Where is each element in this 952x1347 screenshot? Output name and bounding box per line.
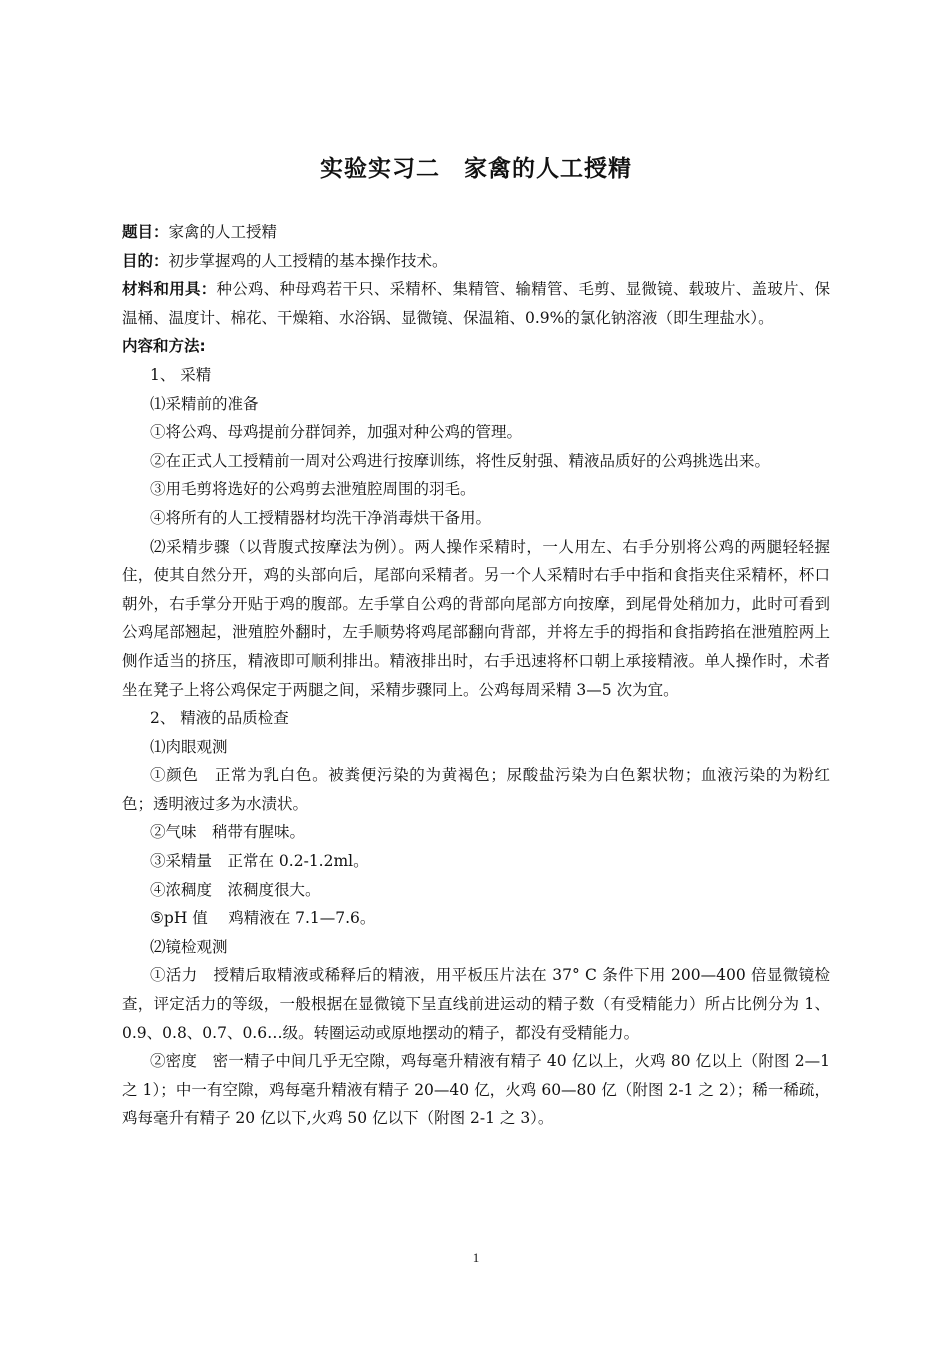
prep-step-4: ④将所有的人工授精器材均洗干净消毒烘干备用。 [150,508,492,527]
section-heading-collection: 1、 采精 [150,365,212,384]
materials-colon: ： [200,280,217,299]
visual-color: ①颜色 正常为乳白色。被粪便污染的为黄褐色；尿酸盐污染为白色絮状物；血液污染的为粉红色；透明液过多为水渍状。 [122,766,830,813]
subsection-microscope: ⑵镜检观测 [150,937,228,956]
document-body [122,218,830,1133]
methods-heading [122,332,830,361]
materials-line [122,275,830,332]
visual-odor: ②气味 稍带有腥味。 [150,823,306,842]
purpose-colon: ： [153,251,169,270]
subsection-preparation: ⑴采精前的准备 [150,394,259,413]
topic-text: 家禽的人工授精 [168,223,278,241]
collection-procedure: ⑵采精步骤（以背腹式按摩法为例）。两人操作采精时，一人用左、右手分别将公鸡的两腿轻轻握住，使其自然分开，鸡的头部向后，尾部向采精者。另一个人采精时右手中指和食指夹住采精杯，杯口朝外，右手掌分开贴于鸡的腹部。左手掌自公鸡的背部向尾部方向按摩，到尾骨处稍加力，此时可看到公鸡尾部翘起，泄殖腔外翻时，左手顺势将鸡尾部翻向背部，并将左手的拇指和食指跨掐在泄殖腔两上侧作适当的挤压，精液即可顺利排出。精液排出时，右手迅速将杯口朝上承接精液。单人操作时，术者坐在凳子上将公鸡保定于两腿之间，采精步骤同上。公鸡每周采精 3—5 次为宜。 [122,537,830,699]
prep-step-1: ①将公鸡、母鸡提前分群饲养，加强对种公鸡的管理。 [150,423,523,442]
topic-line [122,218,830,247]
purpose-text: 初步掌握鸡的人工授精的基本操作技术。 [168,251,448,270]
purpose-label: 目的 [122,251,154,270]
prep-step-2: ②在正式人工授精前一周对公鸡进行按摩训练，将性反射强、精液品质好的公鸡挑选出来。 [150,451,771,470]
page-number: 1 [472,1250,480,1265]
page-title: 实验实习二 家禽的人工授精 [320,156,632,182]
prep-step-3: ③用毛剪将选好的公鸡剪去泄殖腔周围的羽毛。 [150,480,476,499]
microscope-motility: ①活力 授精后取精液或稀释后的精液，用平板压片法在 37° C 条件下用 200—400 倍显微镜检查，评定活力的等级，一般根据在显微镜下呈直线前进运动的精子数（有受精能力）所占比例分为 1、0.9、0.8、0.7、0.6…级。转圈运动或原地摆动的精子，都没有受精能力。 [122,966,830,1042]
methods-label: 内容和方法: [122,337,206,356]
subsection-visual: ⑴肉眼观测 [150,737,228,756]
purpose-line [122,247,830,276]
section-heading-quality: 2、 精液的品质检查 [150,709,289,728]
visual-consistency: ④浓稠度 浓稠度很大。 [150,880,321,899]
materials-text: 种公鸡、种母鸡若干只、采精杯、集精管、输精管、毛剪、显微镜、载玻片、盖玻片、保温桶、温度计、棉花、干燥箱、水浴锅、显微镜、保温箱、0.9%的氯化钠溶液（即生理盐水）。 [122,280,830,327]
visual-volume: ③采精量 正常在 0.2-1.2ml。 [150,852,369,871]
materials-label: 材料和用具 [122,280,201,299]
topic-label: 题目 [122,223,154,241]
visual-ph: ⑤pH 值 鸡精液在 7.1—7.6。 [150,909,376,928]
microscope-density: ②密度 密一精子中间几乎无空隙，鸡每毫升精液有精子 40 亿以上，火鸡 80 亿以上（附图 2—1 之 1）；中一有空隙，鸡每毫升精液有精子 20—40 亿，火鸡 60—80 亿（附图 2-1 之 2）；稀一稀疏，鸡每毫升有精子 20 亿以下,火鸡 50 亿以下（附图 2-1 之 3）。 [122,1052,830,1128]
topic-colon: ： [153,223,169,241]
